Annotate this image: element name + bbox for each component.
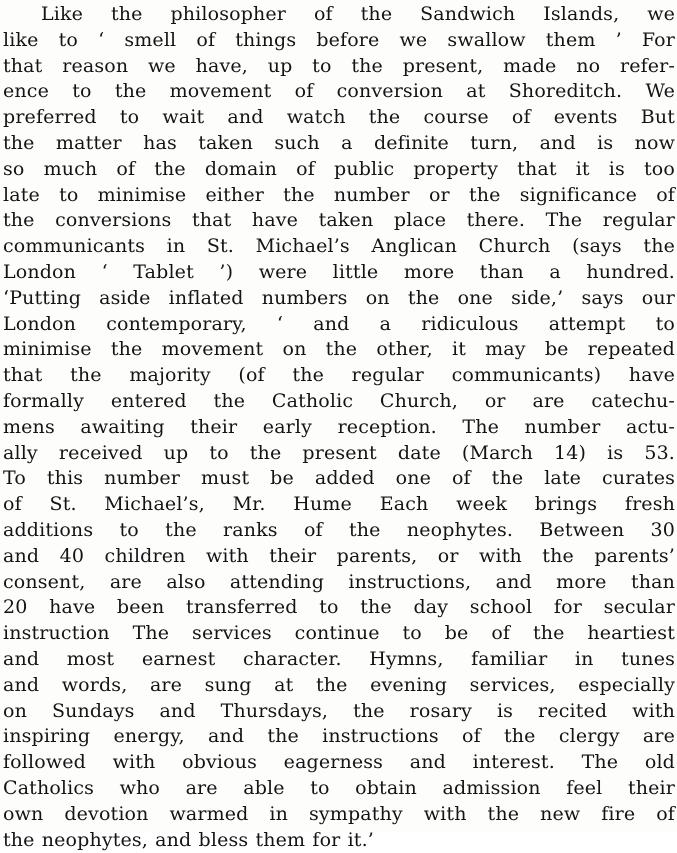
article-line: of St. Michael’s, Mr. Hume Each week brings fresh <box>3 492 675 518</box>
article-line: the matter has taken such a definite turn, and is now <box>3 131 675 157</box>
article-line: the neophytes, and bless them for it.’ <box>3 828 675 853</box>
article-line: 20 have been transferred to the day school for secular <box>3 595 675 621</box>
article-line: own devotion warmed in sympathy with the new fire of <box>3 802 675 828</box>
article-line: ‘Putting aside inflated numbers on the one side,’ says our <box>3 286 675 312</box>
article-line: that reason we have, up to the present, made no refer- <box>3 54 675 80</box>
article-line: followed with obvious eagerness and interest. The old <box>3 750 675 776</box>
article-line: and most earnest character. Hymns, familiar in tunes <box>3 647 675 673</box>
article-line: additions to the ranks of the neophytes. Between 30 <box>3 518 675 544</box>
article-line: so much of the domain of public property that it is too <box>3 157 675 183</box>
article-body <box>3 2 675 853</box>
article-line: minimise the movement on the other, it may be repeated <box>3 337 675 363</box>
article-line: Catholics who are able to obtain admission feel their <box>3 776 675 802</box>
article-line: ence to the movement of conversion at Shoreditch. We <box>3 79 675 105</box>
article-line: that the majority (of the regular communicants) have <box>3 363 675 389</box>
article-line: mens awaiting their early reception. The number actu- <box>3 415 675 441</box>
article-line: on Sundays and Thursdays, the rosary is recited with <box>3 699 675 725</box>
article-line: London contemporary, ‘ and a ridiculous attempt to <box>3 312 675 338</box>
article-line: Like the philosopher of the Sandwich Islands, we <box>3 2 675 28</box>
article-line: inspiring energy, and the instructions of the clergy are <box>3 724 675 750</box>
article-line: formally entered the Catholic Church, or are catechu- <box>3 389 675 415</box>
article-line: ally received up to the present date (March 14) is 53. <box>3 441 675 467</box>
article-line: preferred to wait and watch the course of events But <box>3 105 675 131</box>
article-line: instruction The services continue to be of the heartiest <box>3 621 675 647</box>
article-line: communicants in St. Michael’s Anglican Church (says the <box>3 234 675 260</box>
article-line: consent, are also attending instructions, and more than <box>3 570 675 596</box>
article-line: like to ‘ smell of things before we swallow them ’ For <box>3 28 675 54</box>
article-line: and 40 children with their parents, or with the parents’ <box>3 544 675 570</box>
article-line: late to minimise either the number or the significance of <box>3 183 675 209</box>
article-line: London ‘ Tablet ’) were little more than a hundred. <box>3 260 675 286</box>
article-line: the conversions that have taken place there. The regular <box>3 208 675 234</box>
article-line: To this number must be added one of the late curates <box>3 466 675 492</box>
article-line: and words, are sung at the evening services, especially <box>3 673 675 699</box>
